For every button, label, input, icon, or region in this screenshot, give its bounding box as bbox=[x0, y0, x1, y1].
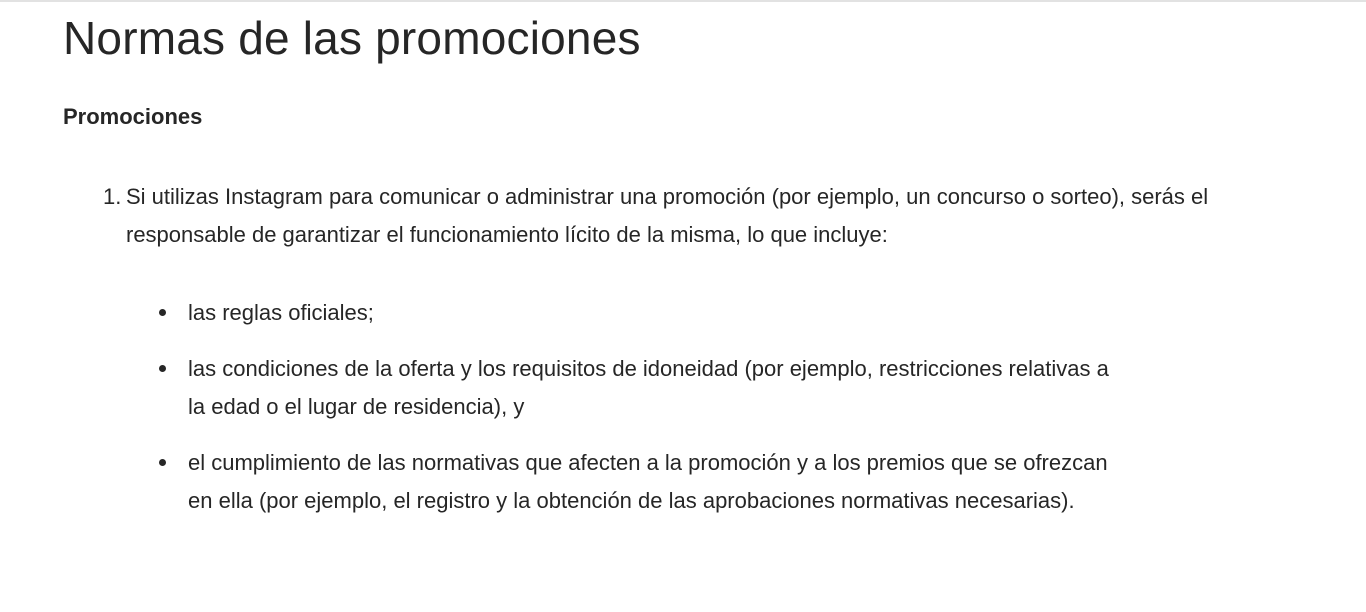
sub-item-text: las reglas oficiales; bbox=[188, 300, 374, 325]
sub-item-text: el cumplimiento de las normativas que afecten a la promoción y a los premios que se ofrezcan en ella (por ejemplo, el registro y la obtención de las aprobaciones normativas necesarias). bbox=[188, 450, 1108, 513]
sub-list-item bbox=[126, 444, 1126, 520]
top-divider bbox=[0, 0, 1366, 2]
bullet-icon bbox=[159, 365, 166, 372]
sub-list-item bbox=[126, 350, 1126, 426]
sub-list-item bbox=[126, 294, 1126, 332]
rule-text: Si utilizas Instagram para comunicar o administrar una promoción (por ejemplo, un concurso o sorteo), serás el responsable de garantizar el funcionamiento lícito de la misma, lo que incluye: bbox=[126, 184, 1209, 247]
rules-list bbox=[100, 178, 1210, 538]
rule-number: 1. bbox=[103, 184, 122, 209]
bullet-icon bbox=[159, 309, 166, 316]
sub-item-text: las condiciones de la oferta y los requisitos de idoneidad (por ejemplo, restricciones relativas a la edad o el lugar de residencia), y bbox=[188, 356, 1109, 419]
rule-sub-list bbox=[126, 294, 1126, 520]
rule-item bbox=[100, 178, 1210, 520]
bullet-icon bbox=[159, 459, 166, 466]
page-title: Normas de las promociones bbox=[63, 12, 641, 64]
section-heading: Promociones bbox=[63, 104, 203, 129]
